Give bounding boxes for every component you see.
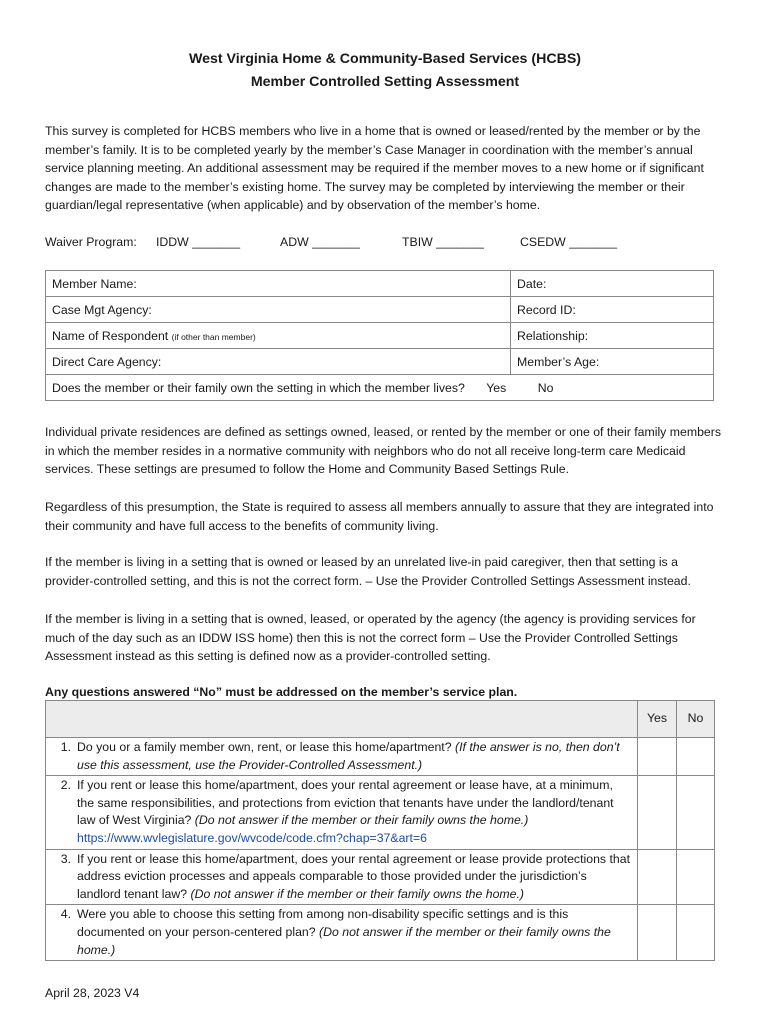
questions-table (45, 700, 715, 961)
answer-yes-cell[interactable] (638, 905, 677, 961)
table-row (46, 738, 715, 776)
document-title: West Virginia Home & Community-Based Services (HCBS) (188, 51, 582, 67)
question-text: If you rent or lease this home/apartment, does your rental agreement or lease have, at a minimum, the same responsibilities, and protections from eviction that tenants have under the landlord/tenant law of West Virginia? (77, 778, 614, 828)
respondent-note: (if other than member) (171, 331, 256, 342)
ownership-no-option[interactable]: No (537, 380, 554, 395)
definition-paragraph: Individual private residences are defined as settings owned, leased, or rented by the member or one of their family members in which the member resides in a normative community with neighbors who do not all receive long-term care Medicaid services. These settings are presumed to follow the Home and Community Based Settings Rule. (45, 425, 721, 477)
question-text: Were you able to choose this setting from among non-disability specific settings and is this documented on your person-centered plan? (77, 907, 569, 939)
ownership-question-row (46, 375, 714, 401)
answer-yes-cell[interactable] (638, 776, 677, 849)
answer-no-cell[interactable] (677, 776, 715, 849)
case-mgt-agency-field[interactable]: Case Mgt Agency: (46, 297, 511, 323)
answer-yes-cell[interactable] (638, 738, 677, 776)
question-header-cell (46, 701, 638, 738)
yes-column-header: Yes (638, 701, 677, 738)
answer-yes-cell[interactable] (638, 849, 677, 905)
ownership-yes-option[interactable]: Yes (486, 380, 507, 395)
question-number: 2. (60, 778, 71, 793)
question-number: 4. (60, 907, 71, 922)
waiver-option-csedw[interactable]: CSEDW _______ (520, 235, 618, 249)
answer-no-cell[interactable] (677, 905, 715, 961)
table-row (46, 905, 715, 961)
members-age-field[interactable]: Member’s Age: (511, 349, 714, 375)
relationship-field[interactable]: Relationship: (511, 323, 714, 349)
legislature-link[interactable]: https://www.wvlegislature.gov/wvcode/code.cfm?chap=37&art=6 (77, 830, 427, 845)
question-note: (Do not answer if the member or their family owns the home.) (77, 924, 611, 957)
presumption-paragraph: Regardless of this presumption, the State is required to assess all members annually to assure that they are integrated into their community and have full access to the benefits of community living. (45, 500, 714, 533)
waiver-program-row (45, 235, 725, 253)
member-name-field[interactable]: Member Name: (46, 271, 511, 297)
waiver-option-iddw[interactable]: IDDW _______ (156, 235, 241, 249)
direct-care-agency-field[interactable]: Direct Care Agency: (46, 349, 511, 375)
question-number: 3. (60, 851, 71, 866)
answer-no-cell[interactable] (677, 738, 715, 776)
date-field[interactable]: Date: (511, 271, 714, 297)
question-number: 1. (60, 740, 71, 754)
question-note: (If the answer is no, then don’t use this assessment, use the Provider-Controlled Assessment.) (77, 740, 620, 772)
question-note: (Do not answer if the member or their family owns the home.) (190, 886, 524, 901)
waiver-option-adw[interactable]: ADW _______ (280, 235, 360, 249)
record-id-field[interactable]: Record ID: (511, 297, 714, 323)
footer-version-date: April 28, 2023 V4 (45, 986, 140, 1000)
waiver-option-tbiw[interactable]: TBIW _______ (402, 235, 485, 249)
intro-paragraph: This survey is completed for HCBS members who live in a home that is owned or leased/rented by the member or by the member’s family. It is to be completed yearly by the member’s Case Manager in coordination with the member’s annual service planning meeting. An additional assessment may be required if the member moves to a new home or if significant changes are made to the member’s existing home. The survey may be completed by interviewing the member or their guardian/legal representative (when applicable) and by observation of the member’s home. (45, 124, 704, 213)
waiver-label: Waiver Program: (45, 235, 137, 249)
question-text: If you rent or lease this home/apartment, does your rental agreement or lease provide protections that address eviction processes and appeals comparable to those provided under the jurisdiction’s landlord tenant law? (77, 851, 630, 901)
table-row (46, 776, 715, 849)
document-subtitle: Member Controlled Setting Assessment (250, 74, 520, 90)
member-info-table (45, 270, 714, 401)
question-note: (Do not answer if the member or their family owns the home.) (194, 813, 529, 828)
table-row (46, 849, 715, 905)
respondent-label: Name of Respondent (52, 328, 169, 343)
no-column-header: No (677, 701, 715, 738)
question-text: Do you or a family member own, rent, or lease this home/apartment? (77, 740, 455, 754)
respondent-field[interactable] (46, 323, 511, 349)
caregiver-paragraph: If the member is living in a setting that is owned or leased by an unrelated live-in paid caregiver, then that setting is a provider-controlled setting, and this is not the correct form. – Use the Provider Controlled Settings Assessment instead. (45, 555, 691, 588)
ownership-question: Does the member or their family own the setting in which the member lives? (52, 380, 465, 395)
notice-text: Any questions answered “No” must be addressed on the member’s service plan. (45, 685, 518, 699)
answer-no-cell[interactable] (677, 849, 715, 905)
agency-paragraph: If the member is living in a setting that is owned, leased, or operated by the agency (the agency is providing services for much of the day such as an IDDW ISS home) then this is not the correct form – Use the Provider Controlled Settings Assessment instead as this setting is defined now as a provider-controlled setting. (45, 612, 696, 664)
